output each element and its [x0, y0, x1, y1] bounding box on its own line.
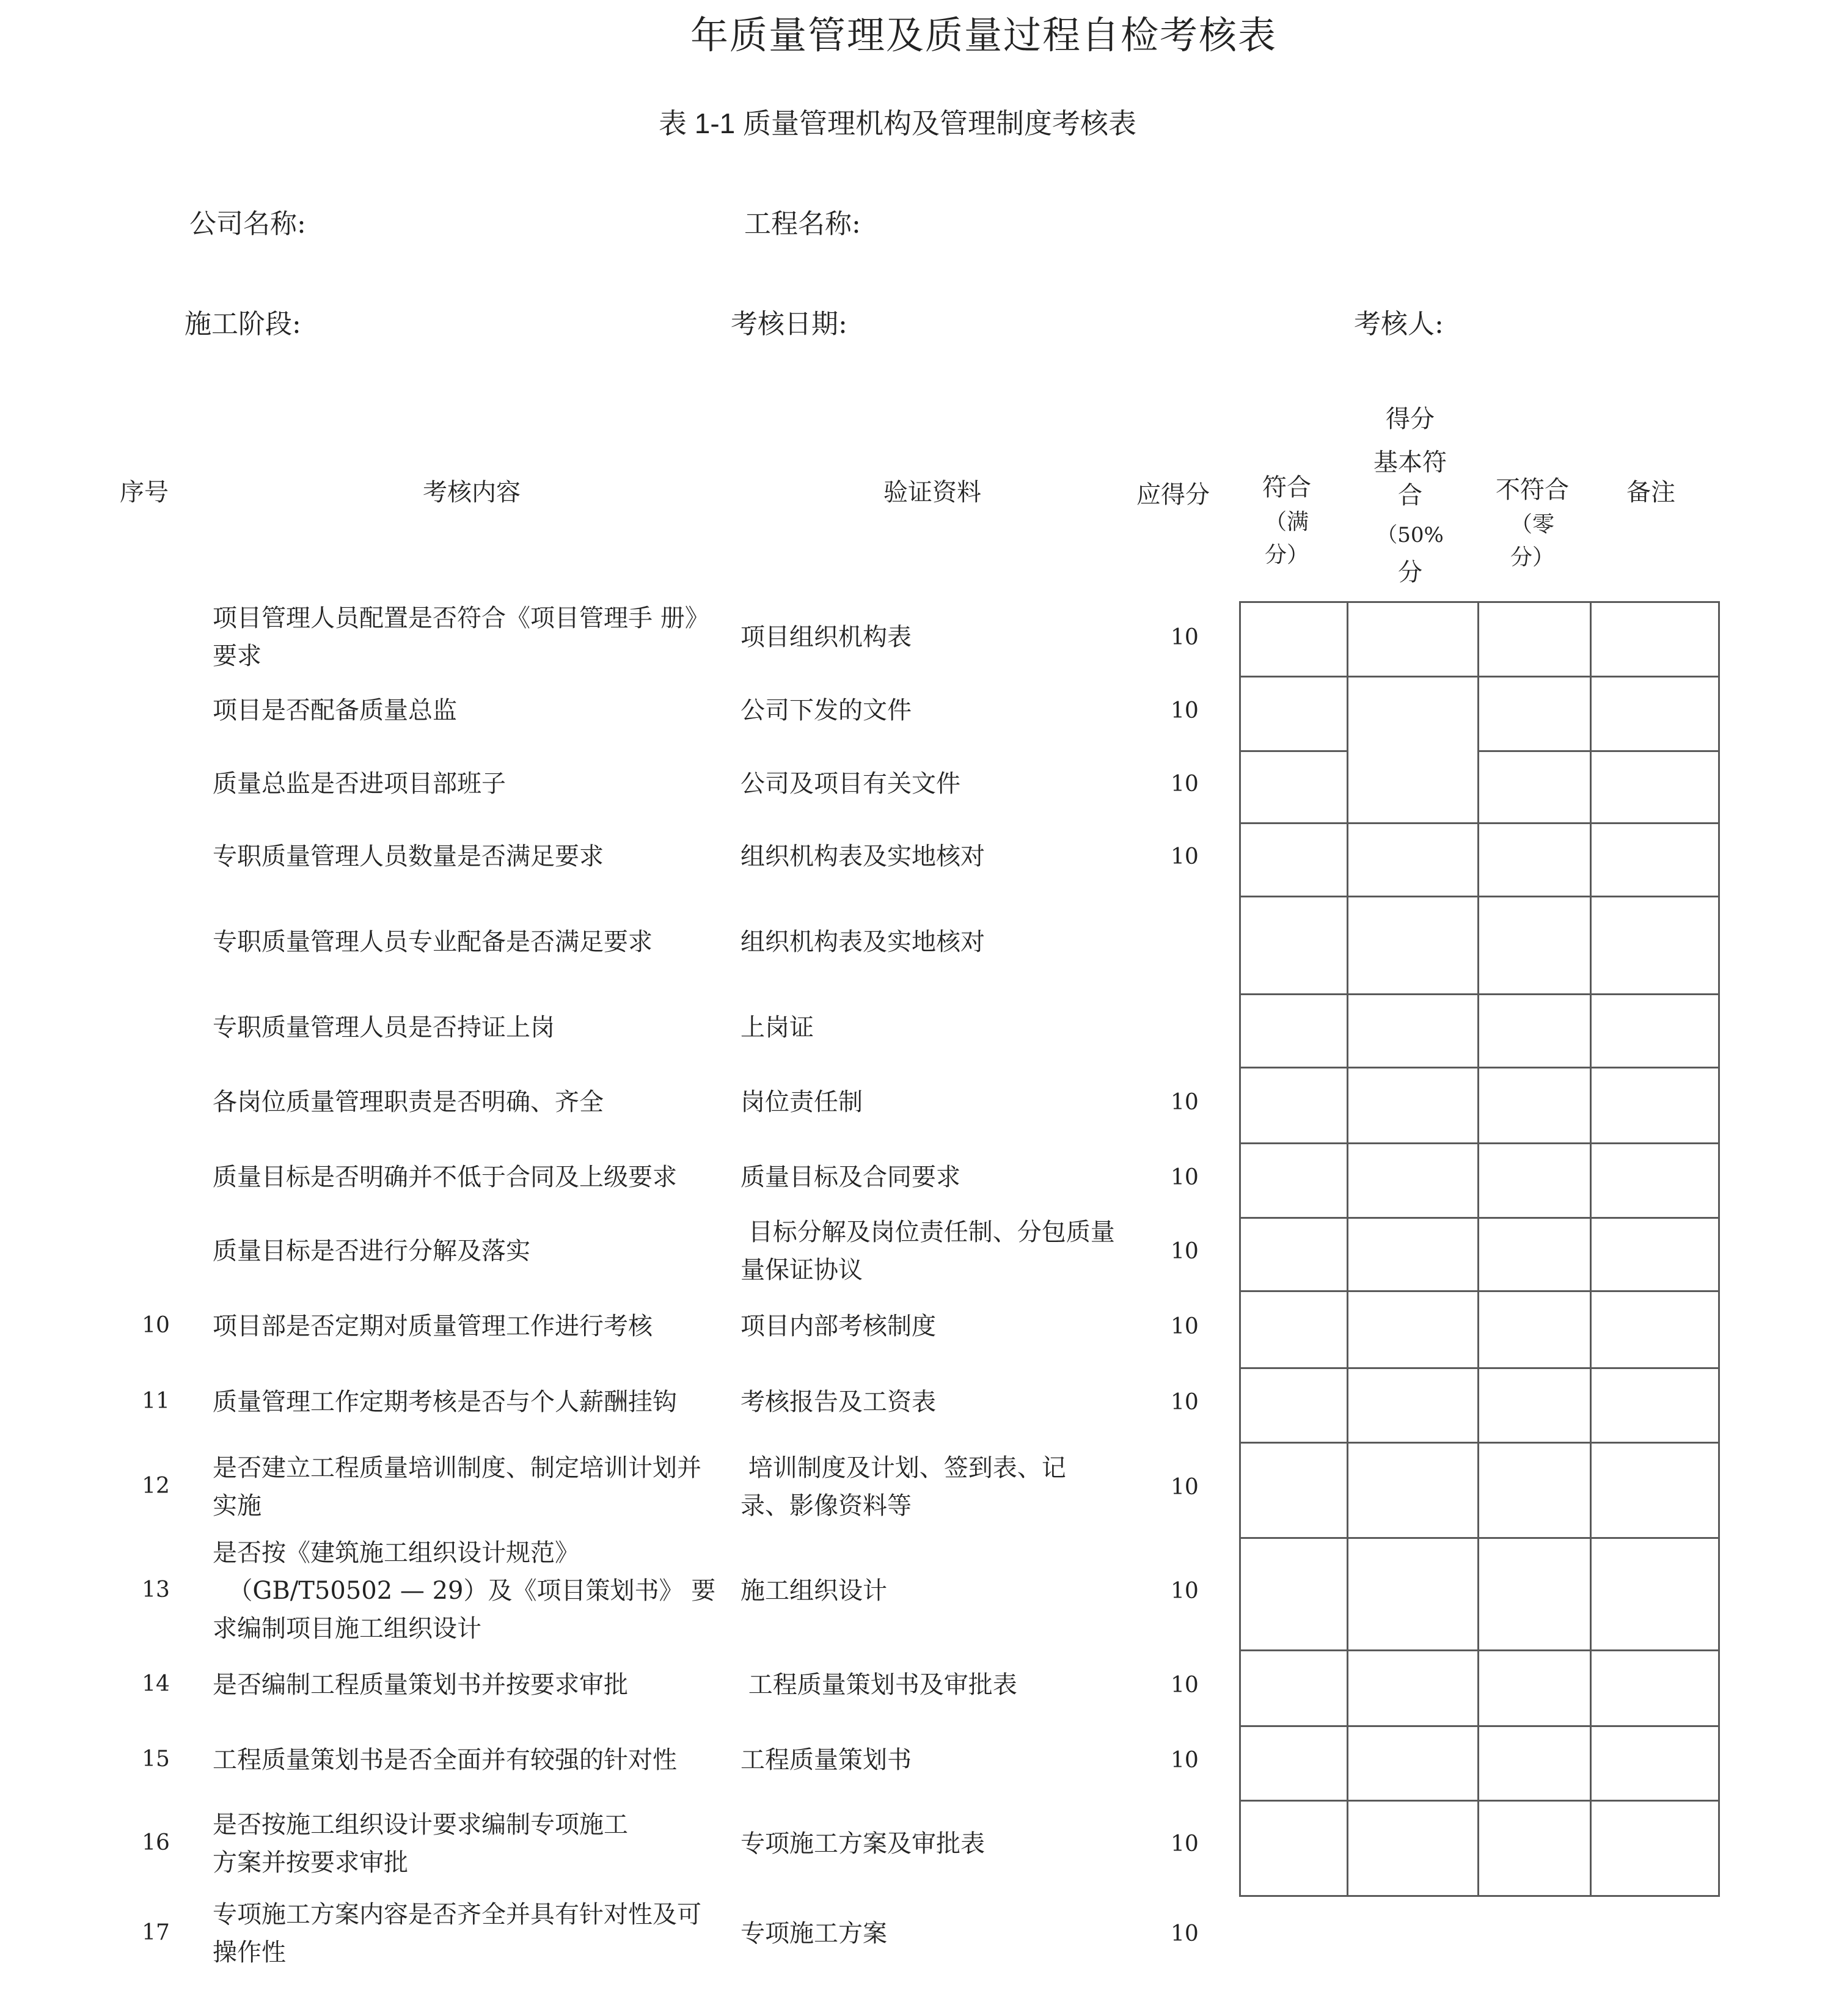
grid-vertical-line — [1718, 601, 1720, 1895]
row-content-line: 质量目标是否明确并不低于合同及上级要求 — [213, 1163, 677, 1191]
row-content-line: 项目管理人员配置是否符合《项目管理手 册》 — [213, 604, 709, 632]
row-evidence — [741, 1383, 1119, 1421]
row-evidence-line: 项目组织机构表 — [741, 623, 912, 651]
row-evidence-line: 组织机构表及实地核对 — [741, 842, 985, 871]
row-content-line: 要求 — [213, 642, 261, 670]
row-due-score: 10 — [1171, 1921, 1199, 1946]
row-due-score: 10 — [1171, 1090, 1199, 1115]
row-content-line: 是否按施工组织设计要求编制专项施工 — [213, 1811, 628, 1839]
page-title: 年质量管理及质量过程自检考核表 — [690, 13, 1278, 57]
grid-horizontal-line — [1239, 1895, 1720, 1897]
row-seq: 10 — [142, 1313, 170, 1338]
row-content-line: 操作性 — [213, 1938, 286, 1967]
row-evidence-line: 施工组织设计 — [741, 1577, 887, 1605]
row-content — [213, 599, 714, 675]
row-content — [213, 923, 714, 961]
row-content — [213, 692, 714, 729]
row-evidence-line: 专项施工方案 — [741, 1919, 887, 1948]
grid-horizontal-line — [1239, 1367, 1720, 1369]
row-evidence-line: 公司及项目有关文件 — [741, 770, 960, 798]
row-evidence-line: 量保证协议 — [741, 1256, 863, 1284]
row-seq: 16 — [142, 1830, 170, 1855]
row-due-score: 10 — [1171, 1475, 1199, 1500]
construction-stage-label: 施工阶段: — [185, 309, 301, 340]
header-nonconform-line2: （零 — [1510, 512, 1554, 537]
row-evidence — [741, 1915, 1119, 1952]
grid-horizontal-line — [1239, 1725, 1720, 1727]
row-content-line: 是否建立工程质量培训制度、制定培训计划并 — [213, 1454, 701, 1482]
row-evidence — [741, 1572, 1119, 1610]
row-content-line: 项目是否配备质量总监 — [213, 696, 457, 725]
row-due-score: 10 — [1171, 1748, 1199, 1773]
row-content-line: 质量管理工作定期考核是否与个人薪酬挂钩 — [213, 1388, 677, 1416]
row-content — [213, 1232, 714, 1270]
header-conform-line2: （满 — [1264, 509, 1309, 535]
header-seq: 序号 — [120, 478, 169, 506]
row-evidence-line: 上岗证 — [741, 1013, 814, 1042]
row-evidence-line: 目标分解及岗位责任制、分包质量 — [741, 1218, 1115, 1246]
row-content — [213, 765, 714, 803]
row-due-score: 10 — [1171, 698, 1199, 723]
row-content-line: 专项施工方案内容是否齐全并具有针对性及可 — [213, 1901, 701, 1929]
row-content-line: 专职质量管理人员是否持证上岗 — [213, 1013, 555, 1042]
header-basic-line4: 分 — [1398, 558, 1422, 586]
table-subtitle: 表 1-1 质量管理机构及管理制度考核表 — [659, 108, 1137, 139]
grid-horizontal-line — [1239, 993, 1720, 995]
row-due-score: 10 — [1171, 772, 1199, 797]
row-evidence — [741, 1666, 1119, 1704]
row-due-score: 10 — [1171, 1832, 1199, 1857]
row-evidence-line: 录、影像资料等 — [741, 1492, 912, 1520]
grid-horizontal-line — [1239, 1649, 1720, 1651]
row-evidence — [741, 1449, 1119, 1525]
row-seq: 12 — [142, 1474, 170, 1499]
row-content-line: 质量目标是否进行分解及落实 — [213, 1237, 530, 1265]
row-content — [213, 1666, 714, 1704]
header-evidence: 验证资料 — [883, 478, 981, 506]
header-basic-line2: 合 — [1398, 481, 1422, 509]
header-nonconform-line1: 不符合 — [1496, 476, 1569, 504]
row-evidence-line: 考核报告及工资表 — [741, 1388, 936, 1416]
row-due-score: 10 — [1171, 1239, 1199, 1264]
row-content — [213, 1806, 714, 1882]
row-evidence — [741, 618, 1119, 656]
header-basic-line3: （50% — [1377, 523, 1444, 547]
row-due-score: 10 — [1171, 1314, 1199, 1339]
row-evidence — [741, 1158, 1119, 1196]
header-remark: 备注 — [1626, 478, 1675, 506]
row-content-line: 工程质量策划书是否全面并有较强的针对性 — [213, 1746, 677, 1774]
grid-horizontal-line — [1239, 676, 1720, 677]
row-content-line: 求编制项目施工组织设计 — [213, 1615, 481, 1643]
grid-vertical-line — [1239, 601, 1241, 1895]
grid-horizontal-line — [1239, 1537, 1720, 1539]
row-content — [213, 1083, 714, 1121]
row-due-score: 10 — [1171, 1390, 1199, 1415]
header-content: 考核内容 — [423, 478, 521, 506]
grid-horizontal-line — [1239, 896, 1720, 897]
row-content-line: 实施 — [213, 1492, 261, 1520]
row-due-score: 10 — [1171, 1165, 1199, 1190]
project-name-label: 工程名称: — [744, 208, 861, 239]
row-content — [213, 1741, 714, 1779]
assessment-date-label: 考核日期: — [731, 309, 847, 340]
grid-horizontal-line — [1239, 750, 1347, 752]
grid-horizontal-line — [1239, 1800, 1720, 1802]
grid-horizontal-line — [1239, 1442, 1720, 1444]
row-due-score: 10 — [1171, 625, 1199, 650]
header-nonconform — [1490, 472, 1575, 574]
row-content-line: 项目部是否定期对质量管理工作进行考核 — [213, 1312, 653, 1340]
row-evidence-line: 质量目标及合同要求 — [741, 1163, 960, 1191]
grid-vertical-line — [1590, 601, 1592, 1895]
row-evidence — [741, 923, 1119, 961]
row-due-score: 10 — [1171, 844, 1199, 869]
grid-horizontal-line — [1239, 1067, 1720, 1068]
row-content — [213, 1896, 714, 1971]
header-nonconform-line3: 分） — [1510, 545, 1554, 570]
row-content-line: 方案并按要求审批 — [213, 1849, 408, 1877]
header-conform-line3: 分） — [1264, 542, 1309, 568]
grid-horizontal-line — [1239, 1290, 1720, 1292]
grid-horizontal-line — [1239, 1217, 1720, 1219]
grid-horizontal-line — [1477, 750, 1720, 752]
row-evidence — [741, 1009, 1119, 1046]
row-content — [213, 1307, 714, 1345]
row-content — [213, 1534, 714, 1648]
row-evidence-line: 培训制度及计划、签到表、记 — [741, 1454, 1066, 1482]
row-evidence-line: 组织机构表及实地核对 — [741, 928, 985, 956]
row-evidence — [741, 1213, 1119, 1289]
row-seq: 11 — [142, 1389, 170, 1414]
row-evidence-line: 项目内部考核制度 — [741, 1312, 936, 1340]
row-evidence — [741, 765, 1119, 803]
header-conform-line1: 符合 — [1262, 473, 1311, 502]
header-conform — [1262, 469, 1311, 572]
row-content — [213, 1449, 714, 1525]
header-score-group: 得分 — [1386, 405, 1435, 433]
row-content — [213, 1383, 714, 1421]
row-content-line: 质量总监是否进项目部班子 — [213, 770, 506, 798]
row-due-score: 10 — [1171, 1673, 1199, 1698]
grid-horizontal-line — [1239, 1142, 1720, 1144]
row-evidence-line: 公司下发的文件 — [741, 696, 912, 725]
row-seq: 15 — [142, 1747, 170, 1772]
row-content-line: 专职质量管理人员数量是否满足要求 — [213, 842, 604, 871]
row-content-line: 是否编制工程质量策划书并按要求审批 — [213, 1671, 628, 1699]
row-content-line: 各岗位质量管理职责是否明确、齐全 — [213, 1088, 604, 1116]
row-evidence — [741, 1083, 1119, 1121]
row-evidence-line: 工程质量策划书 — [741, 1746, 912, 1774]
grid-horizontal-line — [1239, 601, 1720, 603]
row-evidence-line: 专项施工方案及审批表 — [741, 1830, 985, 1858]
row-content — [213, 838, 714, 875]
row-content-line: （GB/T50502 — 29）及《项目策划书》 要 — [213, 1577, 716, 1605]
row-evidence — [741, 1825, 1119, 1863]
row-evidence-line: 岗位责任制 — [741, 1088, 863, 1116]
row-evidence — [741, 1741, 1119, 1779]
header-basic-line1: 基本符 — [1373, 448, 1447, 477]
grid-vertical-line — [1477, 601, 1479, 1895]
assessor-label: 考核人: — [1354, 309, 1444, 340]
row-content-line: 专职质量管理人员专业配备是否满足要求 — [213, 928, 653, 956]
grid-horizontal-line — [1239, 822, 1720, 824]
row-evidence — [741, 1307, 1119, 1345]
row-evidence — [741, 838, 1119, 875]
company-name-label: 公司名称: — [189, 208, 306, 239]
row-seq: 17 — [142, 1920, 170, 1945]
row-content — [213, 1009, 714, 1046]
row-evidence-line: 工程质量策划书及审批表 — [741, 1671, 1017, 1699]
row-seq: 13 — [142, 1577, 170, 1602]
row-due-score: 10 — [1171, 1579, 1199, 1604]
row-content — [213, 1158, 714, 1196]
header-due-score: 应得分 — [1136, 481, 1210, 509]
grid-vertical-line — [1347, 601, 1348, 1895]
header-basic-conform — [1367, 446, 1453, 589]
row-evidence — [741, 692, 1119, 729]
row-content-line: 是否按《建筑施工组织设计规范》 — [213, 1539, 579, 1567]
row-seq: 14 — [142, 1671, 170, 1696]
